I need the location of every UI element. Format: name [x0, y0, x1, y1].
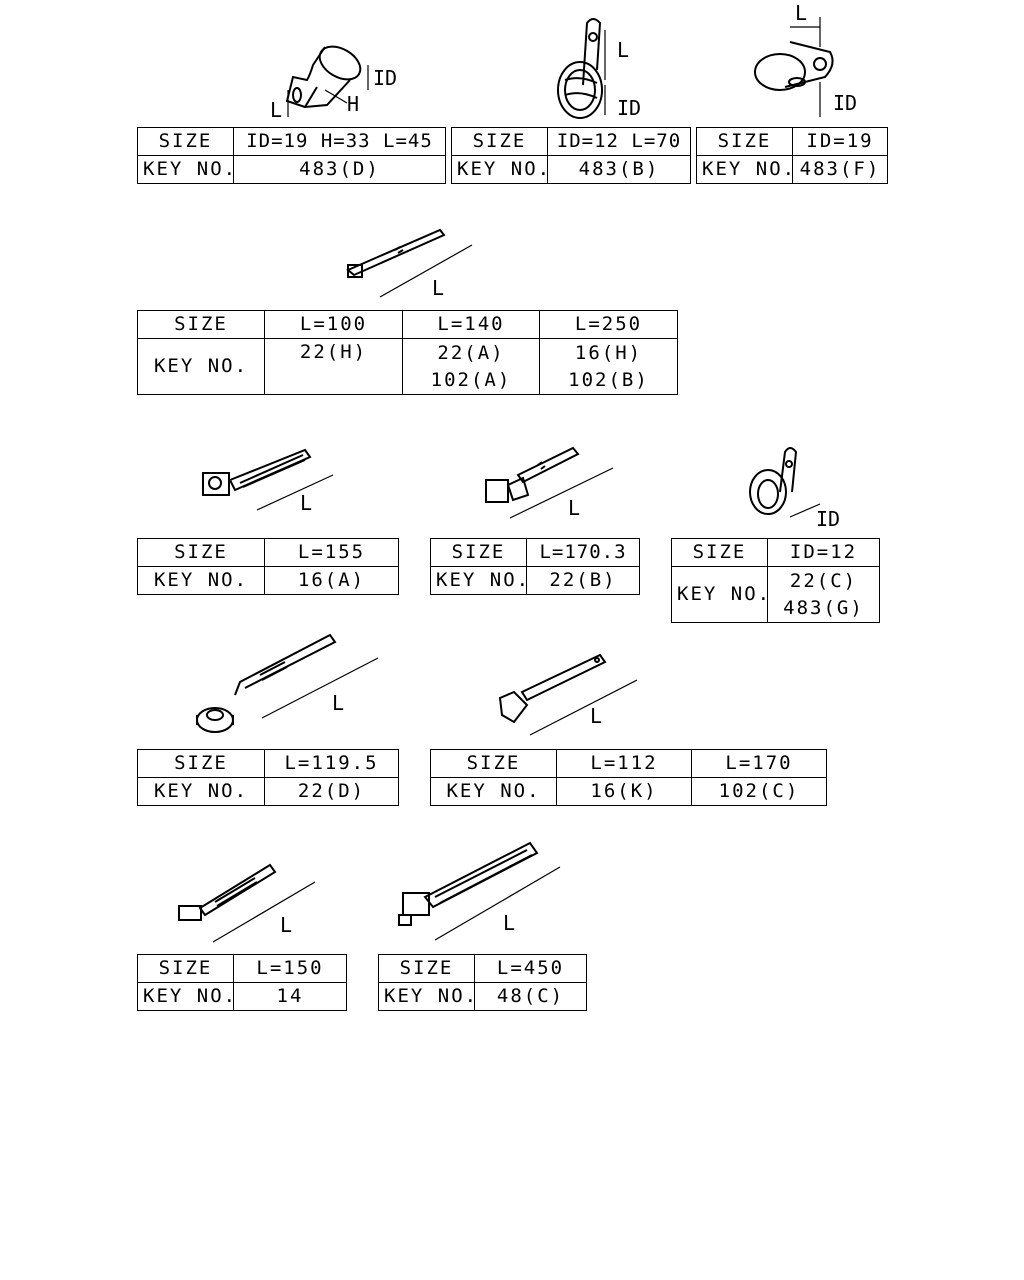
size-value: L=155	[265, 539, 399, 567]
size-value: L=150	[234, 955, 347, 983]
size-header: SIZE	[138, 539, 265, 567]
tie-150-illustration	[175, 860, 320, 945]
band-112-illustration	[492, 650, 642, 740]
key-value: 483(F)	[793, 156, 888, 184]
size-value: L=170.3	[527, 539, 640, 567]
table-band-100	[137, 310, 678, 395]
size-header: SIZE	[379, 955, 475, 983]
key-header: KEY NO.	[138, 567, 265, 595]
size-header: SIZE	[138, 750, 265, 778]
tie-450-label-l: L	[503, 911, 516, 935]
key-value: 22(H)	[265, 339, 403, 395]
clamp-b-label-l: L	[617, 38, 630, 62]
key-header: KEY NO.	[138, 983, 234, 1011]
key-value: 22(A) 102(A)	[403, 339, 540, 395]
key-value: 483(B)	[548, 156, 691, 184]
size-header: SIZE	[431, 750, 557, 778]
band-100-label-l: L	[432, 276, 445, 300]
band-119-illustration	[190, 630, 385, 740]
clamp-d-label-id: ID	[373, 66, 398, 90]
table-clamp-b	[451, 127, 691, 184]
clamp-f-illustration	[745, 2, 870, 122]
size-value: L=450	[475, 955, 587, 983]
clamp-b-label-id: ID	[617, 96, 642, 120]
size-value: ID=12 L=70	[548, 128, 691, 156]
key-header: KEY NO.	[138, 339, 265, 395]
size-value: ID=19 H=33 L=45	[234, 128, 446, 156]
key-header: KEY NO.	[431, 567, 527, 595]
key-value: 14	[234, 983, 347, 1011]
key-value: 16(K)	[557, 778, 692, 806]
table-band-155	[137, 538, 399, 595]
table-clamp-g	[671, 538, 880, 623]
clamp-d-label-h: H	[347, 92, 360, 116]
table-clamp-d	[137, 127, 446, 184]
size-header: SIZE	[138, 311, 265, 339]
band-155-label-l: L	[300, 491, 313, 515]
band-112-label-l: L	[590, 704, 603, 728]
band-170-label-l: L	[568, 496, 581, 520]
table-tie-450	[378, 954, 587, 1011]
table-band-170	[430, 538, 640, 595]
key-header: KEY NO.	[452, 156, 548, 184]
key-header: KEY NO.	[138, 778, 265, 806]
key-value: 22(D)	[265, 778, 399, 806]
size-header: SIZE	[672, 539, 768, 567]
clamp-g-illustration	[740, 442, 860, 532]
key-value: 102(C)	[692, 778, 827, 806]
clamp-g-label-id: ID	[816, 507, 841, 531]
size-header: SIZE	[697, 128, 793, 156]
key-value: 22(C) 483(G)	[768, 567, 880, 623]
size-header: SIZE	[138, 128, 234, 156]
size-value: ID=12	[768, 539, 880, 567]
key-header: KEY NO.	[431, 778, 557, 806]
band-119-label-l: L	[332, 691, 345, 715]
key-value: 48(C)	[475, 983, 587, 1011]
clamp-f-label-l: L	[795, 1, 808, 25]
key-value: 16(H) 102(B)	[540, 339, 678, 395]
tie-150-label-l: L	[280, 913, 293, 937]
size-value: L=100	[265, 311, 403, 339]
clamp-f-label-id: ID	[833, 91, 858, 115]
key-value: 22(B)	[527, 567, 640, 595]
clamp-b-illustration	[545, 15, 655, 125]
size-value: L=112	[557, 750, 692, 778]
size-value: L=170	[692, 750, 827, 778]
size-value: ID=19	[793, 128, 888, 156]
key-value: 16(A)	[265, 567, 399, 595]
table-band-112	[430, 749, 827, 806]
key-header: KEY NO.	[379, 983, 475, 1011]
band-170-illustration	[478, 440, 623, 525]
size-value: L=119.5	[265, 750, 399, 778]
tie-450-illustration	[395, 835, 565, 945]
key-value: 483(D)	[234, 156, 446, 184]
size-header: SIZE	[138, 955, 234, 983]
band-155-illustration	[195, 445, 340, 520]
table-clamp-f	[696, 127, 888, 184]
size-header: SIZE	[431, 539, 527, 567]
size-header: SIZE	[452, 128, 548, 156]
key-header: KEY NO.	[672, 567, 768, 623]
table-tie-150	[137, 954, 347, 1011]
size-value: L=250	[540, 311, 678, 339]
size-value: L=140	[403, 311, 540, 339]
table-band-119	[137, 749, 399, 806]
key-header: KEY NO.	[697, 156, 793, 184]
clamp-d-illustration	[265, 35, 405, 125]
clamp-d-label-l: L	[270, 98, 283, 122]
band-100-illustration	[340, 225, 480, 305]
key-header: KEY NO.	[138, 156, 234, 184]
